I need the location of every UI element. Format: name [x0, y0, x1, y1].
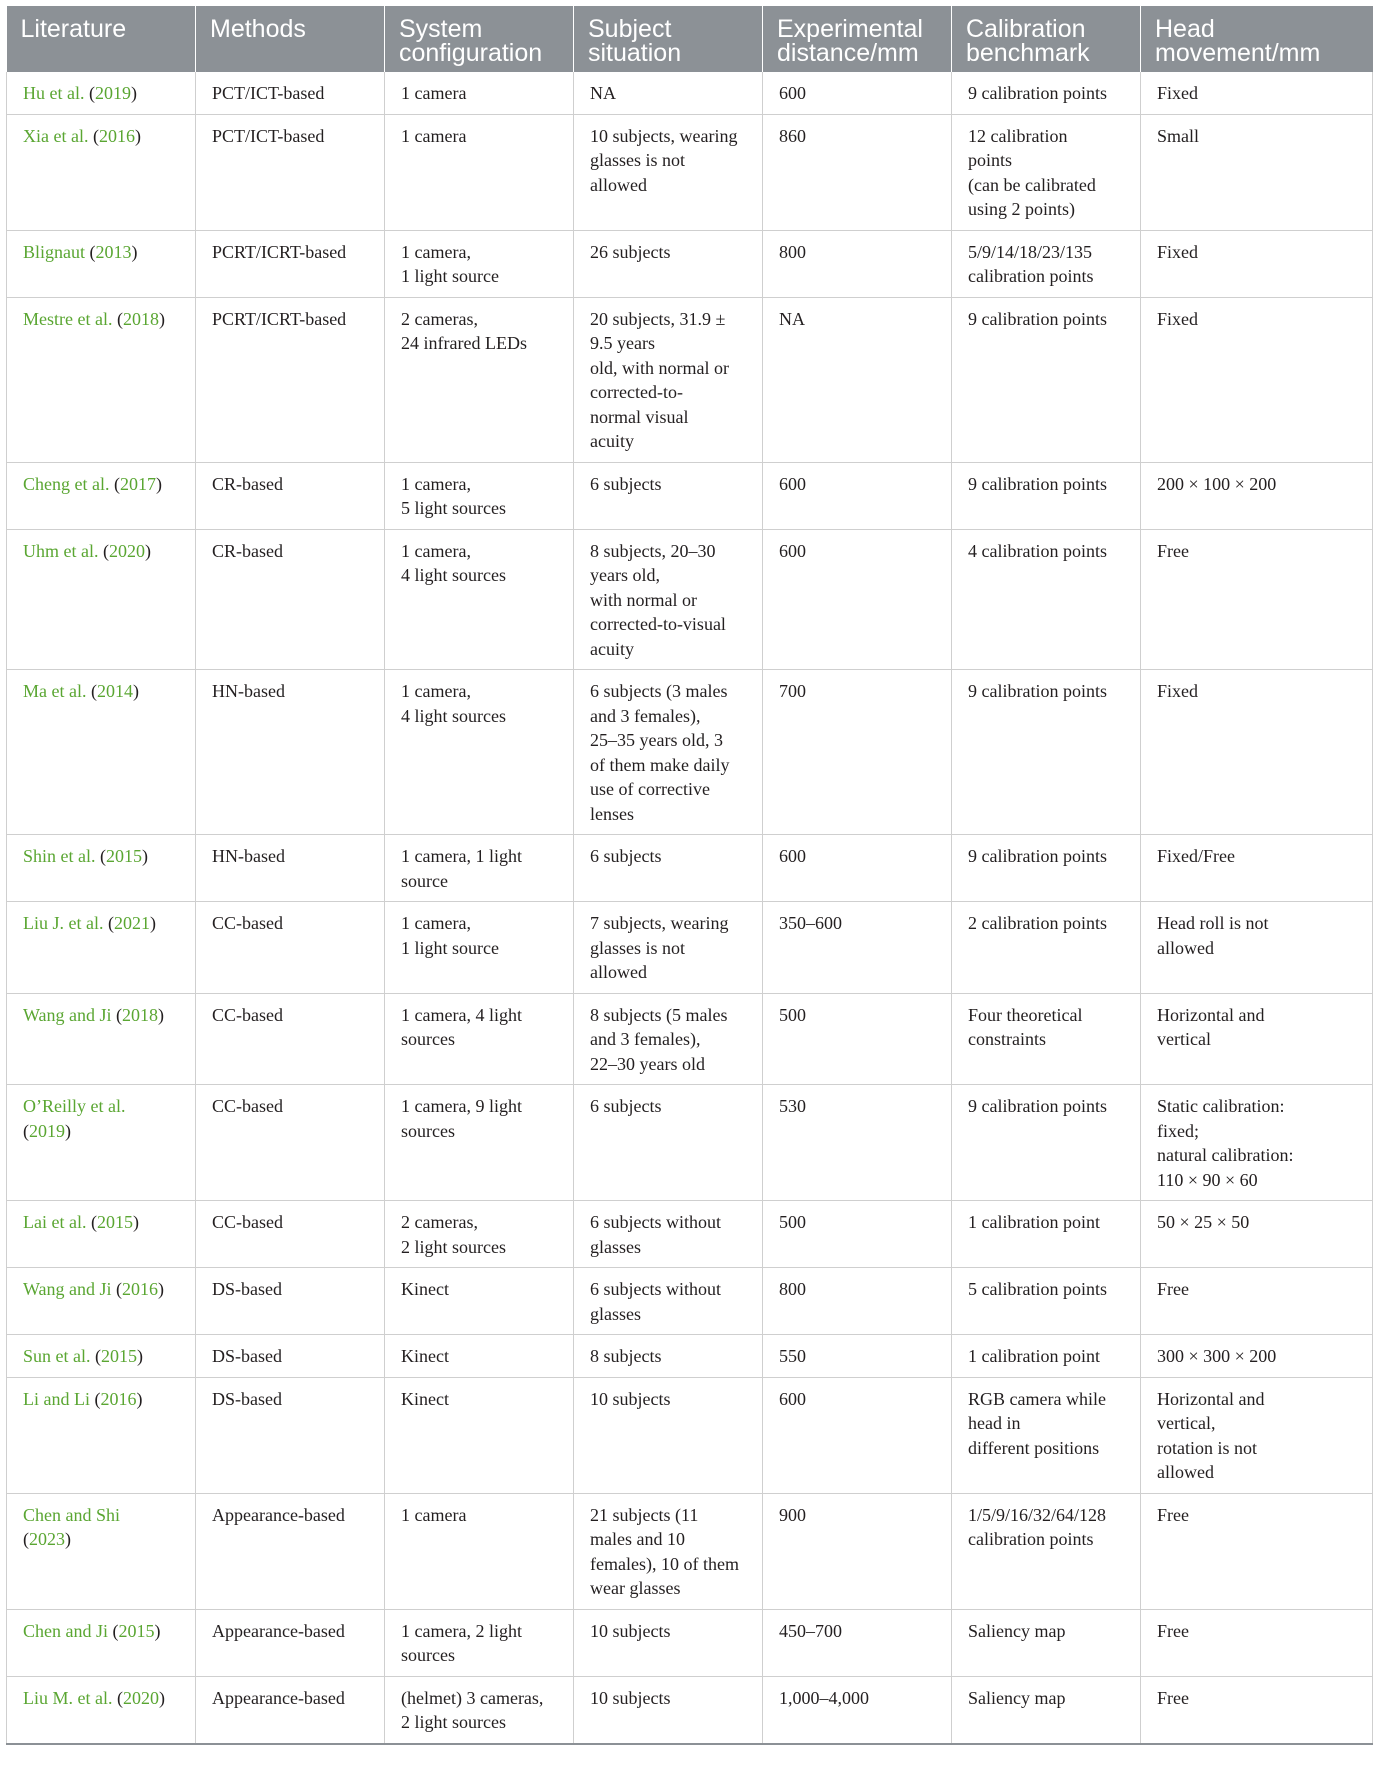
cell-literature [7, 230, 196, 297]
cell-subject-situation: 8 subjects [574, 1335, 763, 1378]
citation-year-link[interactable]: 2017 [119, 473, 156, 494]
citation-year-link[interactable]: 2016 [100, 1388, 137, 1409]
citation-paren-close: ) [154, 1620, 161, 1641]
citation-paren-open: ( [23, 1120, 29, 1141]
cell-experimental-distance: NA [763, 297, 952, 462]
citation-authors-link[interactable]: Liu M. et al. [23, 1687, 113, 1708]
citation-authors-link[interactable]: Sun et al. [23, 1346, 91, 1366]
citation-year-link[interactable]: 2015 [96, 1212, 133, 1232]
citation-paren-close: ) [158, 1004, 165, 1025]
cell-calibration-benchmark: Saliency map [952, 1609, 1141, 1676]
citation-year-link[interactable]: 2018 [122, 308, 159, 329]
table-row [7, 835, 1373, 902]
table-row [7, 1377, 1373, 1493]
cell-system-configuration: 1 camera [385, 1493, 574, 1609]
citation-paren-close: ) [149, 913, 156, 933]
cell-subject-situation: 6 subjects (3 males and 3 females), 25–35 years old, 3 of them make daily use of corrective lenses [574, 670, 763, 835]
citation-authors-link[interactable]: Uhm et al. [23, 540, 99, 561]
cell-subject-situation: NA [574, 72, 763, 114]
cell-subject-situation: 6 subjects [574, 462, 763, 529]
citation-authors-link[interactable]: Xia et al. [23, 125, 89, 146]
cell-calibration-benchmark: 9 calibration points [952, 462, 1141, 529]
cell-literature [7, 1676, 196, 1744]
citation-paren-open: ( [89, 1388, 101, 1409]
cell-experimental-distance: 700 [763, 670, 952, 835]
citation-paren-close: ) [158, 1687, 165, 1708]
cell-literature [7, 902, 196, 994]
cell-method: PCT/ICT-based [196, 72, 385, 114]
cell-head-movement: Fixed [1141, 72, 1373, 114]
citation-paren-close: ) [65, 1529, 71, 1549]
citation-paren-open: ( [23, 1529, 29, 1549]
citation-year-link[interactable]: 2019 [29, 1120, 65, 1141]
citation-paren-open: ( [111, 1004, 123, 1025]
citation-year-link[interactable]: 2020 [122, 1687, 159, 1708]
cell-system-configuration: Kinect [385, 1268, 574, 1335]
cell-head-movement: Fixed/Free [1141, 835, 1373, 902]
cell-system-configuration: 2 cameras, 24 infrared LEDs [385, 297, 574, 462]
cell-head-movement: Small [1141, 114, 1373, 230]
cell-method: DS-based [196, 1377, 385, 1493]
cell-method: PCRT/ICRT-based [196, 297, 385, 462]
citation-authors-link[interactable]: Li and Li [23, 1388, 90, 1409]
table-row [7, 72, 1373, 114]
cell-literature [7, 670, 196, 835]
citation-year-link[interactable]: 2020 [108, 540, 145, 561]
cell-head-movement: Free [1141, 1676, 1373, 1744]
citation-year-link[interactable]: 2019 [94, 83, 131, 103]
cell-subject-situation: 10 subjects, wearing glasses is not allowed [574, 114, 763, 230]
table-row [7, 462, 1373, 529]
table-row [7, 1676, 1373, 1744]
cell-calibration-benchmark: 9 calibration points [952, 297, 1141, 462]
cell-system-configuration: 1 camera, 1 light source [385, 902, 574, 994]
table-row [7, 993, 1373, 1085]
citation-year-link[interactable]: 2013 [95, 241, 132, 262]
cell-experimental-distance: 600 [763, 462, 952, 529]
cell-system-configuration: 1 camera, 1 light source [385, 835, 574, 902]
citation-paren-close: ) [158, 1279, 165, 1299]
cell-subject-situation: 6 subjects without glasses [574, 1201, 763, 1268]
cell-method: PCT/ICT-based [196, 114, 385, 230]
cell-calibration-benchmark: 12 calibration points (can be calibrated using 2 points) [952, 114, 1141, 230]
cell-head-movement: Fixed [1141, 297, 1373, 462]
cell-method: CC-based [196, 1201, 385, 1268]
cell-calibration-benchmark: Four theoretical constraints [952, 993, 1141, 1085]
cell-calibration-benchmark: 9 calibration points [952, 72, 1141, 114]
table-row [7, 297, 1373, 462]
cell-experimental-distance: 800 [763, 1268, 952, 1335]
cell-head-movement: 200 × 100 × 200 [1141, 462, 1373, 529]
cell-subject-situation: 7 subjects, wearing glasses is not allowed [574, 902, 763, 994]
citation-year-link[interactable]: 2018 [122, 1004, 159, 1025]
cell-subject-situation: 20 subjects, 31.9 ± 9.5 years old, with normal or corrected-to- normal visual acuity [574, 297, 763, 462]
table-row [7, 1268, 1373, 1335]
cell-subject-situation: 21 subjects (11 males and 10 females), 10 of them wear glasses [574, 1493, 763, 1609]
cell-experimental-distance: 900 [763, 1493, 952, 1609]
citation-authors-link[interactable]: Cheng et al. [23, 473, 110, 494]
cell-subject-situation: 6 subjects [574, 1085, 763, 1201]
citation-year-link[interactable]: 2016 [98, 125, 135, 146]
header-head-movement: Head movement/mm [1141, 6, 1373, 72]
cell-experimental-distance: 600 [763, 1377, 952, 1493]
citation-paren-close: ) [155, 473, 162, 494]
cell-literature [7, 1377, 196, 1493]
cell-method: PCRT/ICRT-based [196, 230, 385, 297]
cell-literature [7, 529, 196, 670]
cell-system-configuration: Kinect [385, 1335, 574, 1378]
cell-experimental-distance: 600 [763, 529, 952, 670]
citation-paren-open: ( [84, 83, 95, 103]
cell-calibration-benchmark: 4 calibration points [952, 529, 1141, 670]
citation-paren-close: ) [137, 1346, 143, 1366]
citation-paren-close: ) [144, 540, 151, 561]
citation-paren-open: ( [95, 846, 106, 866]
cell-literature [7, 1268, 196, 1335]
cell-head-movement: Fixed [1141, 230, 1373, 297]
citation-authors-link[interactable]: O’Reilly et al. [23, 1096, 126, 1116]
header-system-configuration: System configuration [385, 6, 574, 72]
cell-subject-situation: 6 subjects without glasses [574, 1268, 763, 1335]
citation-paren-open: ( [109, 473, 120, 494]
table-body [7, 72, 1373, 1744]
cell-literature [7, 835, 196, 902]
header-subject-situation: Subject situation [574, 6, 763, 72]
citation-paren-close: ) [132, 681, 139, 701]
cell-experimental-distance: 550 [763, 1335, 952, 1378]
cell-calibration-benchmark: RGB camera while head in different positions [952, 1377, 1141, 1493]
citation-authors-link[interactable]: Liu J. et al. [23, 913, 104, 933]
cell-calibration-benchmark: Saliency map [952, 1676, 1141, 1744]
cell-method: CR-based [196, 462, 385, 529]
cell-experimental-distance: 600 [763, 72, 952, 114]
cell-literature [7, 1201, 196, 1268]
cell-subject-situation: 10 subjects [574, 1676, 763, 1744]
cell-subject-situation: 6 subjects [574, 835, 763, 902]
cell-system-configuration: Kinect [385, 1377, 574, 1493]
cell-system-configuration: 1 camera, 9 light sources [385, 1085, 574, 1201]
citation-paren-open: ( [111, 1279, 123, 1299]
citation-paren-open: ( [98, 540, 109, 561]
cell-system-configuration: 1 camera [385, 72, 574, 114]
cell-subject-situation: 8 subjects (5 males and 3 females), 22–30 years old [574, 993, 763, 1085]
cell-calibration-benchmark: 5/9/14/18/23/135 calibration points [952, 230, 1141, 297]
cell-head-movement: Free [1141, 1493, 1373, 1609]
cell-method: CC-based [196, 902, 385, 994]
cell-head-movement: Static calibration: fixed; natural calibration: 110 × 90 × 60 [1141, 1085, 1373, 1201]
cell-system-configuration: 1 camera, 4 light sources [385, 993, 574, 1085]
table-row [7, 1493, 1373, 1609]
cell-literature [7, 993, 196, 1085]
cell-literature [7, 462, 196, 529]
cell-head-movement: Head roll is not allowed [1141, 902, 1373, 994]
citation-paren-close: ) [142, 846, 148, 866]
cell-experimental-distance: 1,000–4,000 [763, 1676, 952, 1744]
cell-subject-situation: 26 subjects [574, 230, 763, 297]
cell-calibration-benchmark: 9 calibration points [952, 835, 1141, 902]
citation-paren-open: ( [112, 1687, 123, 1708]
citation-paren-open: ( [90, 1346, 101, 1366]
table-row [7, 1085, 1373, 1201]
table-row [7, 1335, 1373, 1378]
cell-literature [7, 114, 196, 230]
cell-literature [7, 1609, 196, 1676]
cell-method: HN-based [196, 670, 385, 835]
citation-authors-link[interactable]: Shin et al. [23, 846, 96, 866]
cell-literature [7, 1335, 196, 1378]
citation-authors-link[interactable]: Chen and Shi [23, 1504, 120, 1525]
cell-subject-situation: 10 subjects [574, 1609, 763, 1676]
cell-system-configuration: 2 cameras, 2 light sources [385, 1201, 574, 1268]
cell-calibration-benchmark: 1 calibration point [952, 1201, 1141, 1268]
header-row [7, 6, 1373, 72]
citation-paren-close: ) [158, 308, 165, 329]
citation-authors-link[interactable]: Wang and Ji [23, 1004, 112, 1025]
citation-authors-link[interactable]: Mestre et al. [23, 308, 113, 329]
cell-system-configuration: 1 camera, 5 light sources [385, 462, 574, 529]
cell-experimental-distance: 450–700 [763, 1609, 952, 1676]
header-experimental-distance: Experimental distance/mm [763, 6, 952, 72]
cell-method: Appearance-based [196, 1493, 385, 1609]
cell-method: Appearance-based [196, 1609, 385, 1676]
cell-experimental-distance: 530 [763, 1085, 952, 1201]
citation-paren-close: ) [65, 1120, 71, 1141]
table-container [6, 6, 1372, 1745]
cell-system-configuration: (helmet) 3 cameras, 2 light sources [385, 1676, 574, 1744]
citation-year-link[interactable]: 2015 [118, 1620, 155, 1641]
citation-authors-link[interactable]: Hu et al. [23, 83, 85, 103]
cell-calibration-benchmark: 2 calibration points [952, 902, 1141, 994]
table-row [7, 114, 1373, 230]
cell-literature [7, 72, 196, 114]
cell-system-configuration: 1 camera, 4 light sources [385, 529, 574, 670]
cell-calibration-benchmark: 9 calibration points [952, 670, 1141, 835]
cell-method: CC-based [196, 993, 385, 1085]
citation-paren-open: ( [85, 241, 96, 262]
citation-paren-open: ( [103, 913, 114, 933]
table-row [7, 1609, 1373, 1676]
cell-system-configuration: 1 camera, 2 light sources [385, 1609, 574, 1676]
table-row [7, 670, 1373, 835]
cell-head-movement: 300 × 300 × 200 [1141, 1335, 1373, 1378]
citation-paren-close: ) [130, 83, 137, 103]
cell-literature [7, 1085, 196, 1201]
cell-experimental-distance: 500 [763, 1201, 952, 1268]
citation-paren-open: ( [112, 308, 123, 329]
citation-authors-link[interactable]: Wang and Ji [23, 1279, 112, 1299]
cell-literature [7, 297, 196, 462]
cell-experimental-distance: 600 [763, 835, 952, 902]
citation-year-link[interactable]: 2015 [106, 846, 142, 866]
citation-paren-close: ) [136, 1388, 143, 1409]
table-row [7, 230, 1373, 297]
citation-year-link[interactable]: 2015 [101, 1346, 137, 1366]
cell-subject-situation: 10 subjects [574, 1377, 763, 1493]
cell-head-movement: Fixed [1141, 670, 1373, 835]
cell-method: CR-based [196, 529, 385, 670]
cell-head-movement: 50 × 25 × 50 [1141, 1201, 1373, 1268]
cell-head-movement: Free [1141, 1609, 1373, 1676]
cell-calibration-benchmark: 1/5/9/16/32/64/128 calibration points [952, 1493, 1141, 1609]
citation-year-link[interactable]: 2016 [122, 1279, 159, 1299]
citation-year-link[interactable]: 2014 [96, 681, 133, 701]
cell-literature [7, 1493, 196, 1609]
citation-paren-open: ( [88, 125, 99, 146]
header-calibration-benchmark: Calibration benchmark [952, 6, 1141, 72]
citation-year-link[interactable]: 2023 [29, 1529, 65, 1549]
cell-subject-situation: 8 subjects, 20–30 years old, with normal or corrected-to-visual acuity [574, 529, 763, 670]
cell-system-configuration: 1 camera, 4 light sources [385, 670, 574, 835]
header-methods: Methods [196, 6, 385, 72]
table-row [7, 529, 1373, 670]
citation-paren-open: ( [86, 1212, 97, 1232]
cell-head-movement: Free [1141, 1268, 1373, 1335]
table-row [7, 902, 1373, 994]
cell-experimental-distance: 500 [763, 993, 952, 1085]
cell-head-movement: Free [1141, 529, 1373, 670]
citation-authors-link[interactable]: Lai et al. [23, 1212, 87, 1232]
table-row [7, 1201, 1373, 1268]
cell-experimental-distance: 800 [763, 230, 952, 297]
citation-paren-close: ) [134, 125, 141, 146]
cell-method: Appearance-based [196, 1676, 385, 1744]
cell-calibration-benchmark: 5 calibration points [952, 1268, 1141, 1335]
citation-year-link[interactable]: 2021 [113, 913, 150, 933]
cell-experimental-distance: 350–600 [763, 902, 952, 994]
citation-paren-close: ) [132, 1212, 139, 1232]
cell-method: HN-based [196, 835, 385, 902]
citation-authors-link[interactable]: Chen and Ji [23, 1620, 108, 1641]
cell-calibration-benchmark: 9 calibration points [952, 1085, 1141, 1201]
cell-system-configuration: 1 camera [385, 114, 574, 230]
header-literature: Literature [7, 6, 196, 72]
cell-system-configuration: 1 camera, 1 light source [385, 230, 574, 297]
citation-paren-open: ( [108, 1620, 119, 1641]
cell-method: DS-based [196, 1268, 385, 1335]
citation-authors-link[interactable]: Blignaut [23, 241, 85, 262]
citation-paren-open: ( [86, 681, 97, 701]
cell-calibration-benchmark: 1 calibration point [952, 1335, 1141, 1378]
citation-authors-link[interactable]: Ma et al. [23, 681, 87, 701]
cell-experimental-distance: 860 [763, 114, 952, 230]
cell-method: CC-based [196, 1085, 385, 1201]
citation-paren-close: ) [131, 241, 138, 262]
cell-head-movement: Horizontal and vertical [1141, 993, 1373, 1085]
comparison-table [6, 6, 1373, 1745]
cell-method: DS-based [196, 1335, 385, 1378]
cell-head-movement: Horizontal and vertical, rotation is not allowed [1141, 1377, 1373, 1493]
